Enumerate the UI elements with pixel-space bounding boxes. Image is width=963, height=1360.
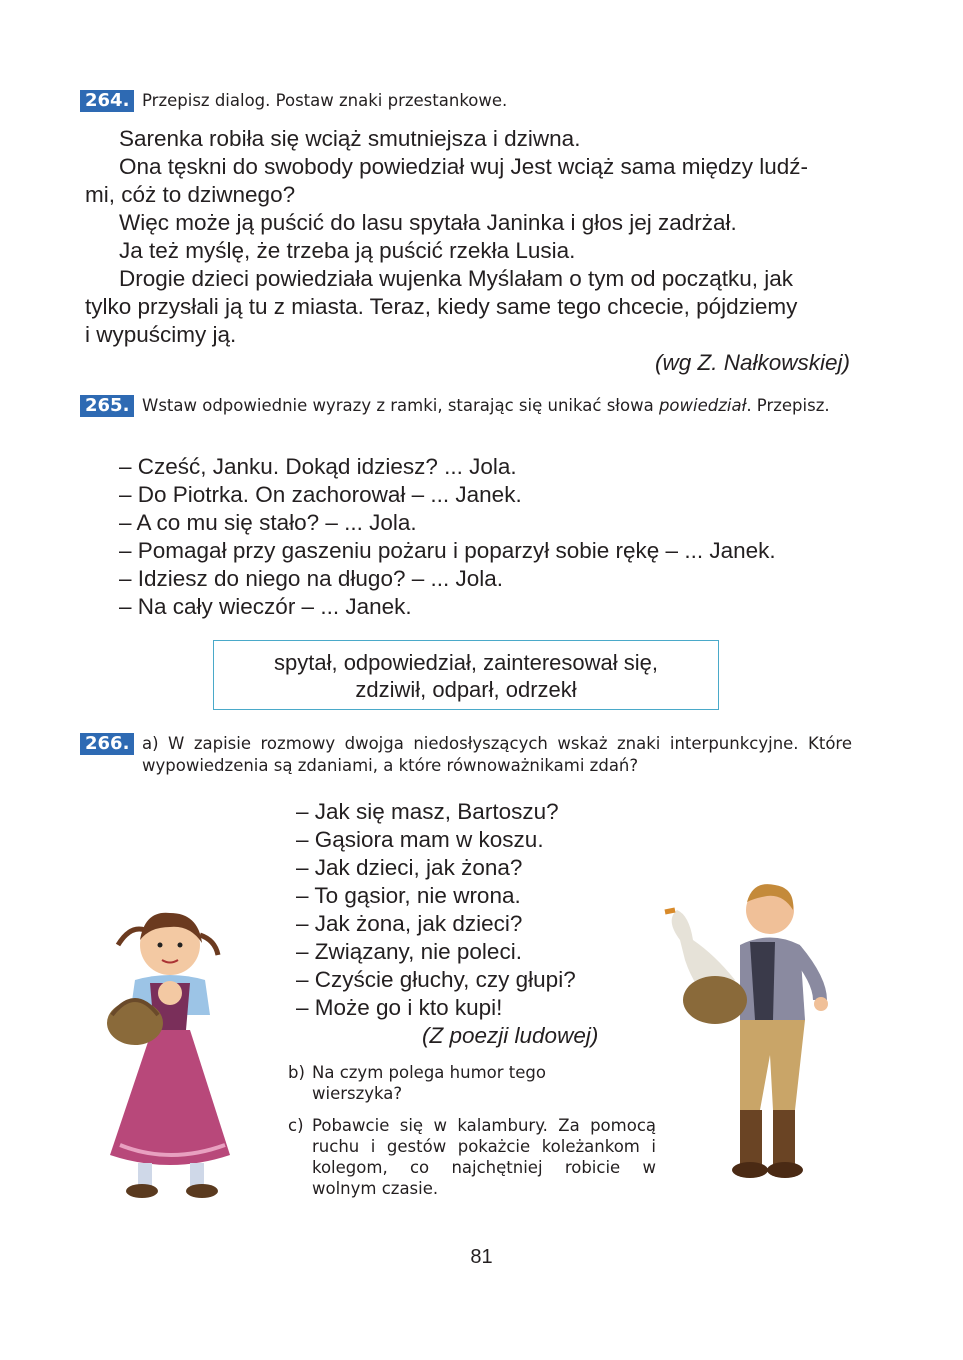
- man-illustration: [655, 880, 835, 1195]
- poem-line: – Jak się masz, Bartoszu?: [296, 799, 559, 824]
- task-c-label: c): [288, 1116, 304, 1135]
- dialog-line: – Na cały wieczór – ... Janek.: [119, 594, 412, 619]
- instruction-266a: a) W zapisie rozmowy dwojga niedosłyszących wskaż znaki interpunkcyjne. Które wypowiedzenia są zdaniami, a które równoważnikami zdań?: [142, 734, 852, 775]
- task-c-text: Pobawcie się w kalambury. Za pomocą ruchu i gestów pokażcie koleżankom i kolegom, co najchętniej robicie w wolnym czasie.: [312, 1116, 656, 1198]
- dialog-line: – A co mu się stało? – ... Jola.: [119, 510, 417, 535]
- poem-line: – Gąsiora mam w koszu.: [296, 827, 544, 852]
- text-line: tylko przysłali ją tu z miasta. Teraz, kiedy same tego chcecie, pójdziemy: [85, 294, 798, 319]
- instruction-265: [142, 395, 864, 417]
- text-line: Sarenka robiła się wciąż smutniejsza i dziwna.: [119, 126, 581, 151]
- task-b-text: Na czym polega humor tego wierszyka?: [312, 1063, 546, 1103]
- word-box: [213, 640, 719, 710]
- girl-illustration: [90, 905, 250, 1205]
- task-c: [288, 1115, 658, 1199]
- dialog-line: – Pomagał przy gaszeniu pożaru i poparzył sobie rękę – ... Janek.: [119, 538, 776, 563]
- poem-line: – Związany, nie poleci.: [296, 939, 522, 964]
- dialog-line: – Do Piotrka. On zachorował – ... Janek.: [119, 482, 522, 507]
- source-264: (wg Z. Nałkowskiej): [654, 350, 850, 375]
- instruction-265-part2: . Przepisz.: [746, 396, 830, 415]
- exercise-number-266: 266.: [80, 733, 134, 755]
- exercise-number-265: 265.: [80, 395, 134, 417]
- instruction-265-italic: powiedział: [658, 396, 747, 415]
- poem-line: – Może go i kto kupi!: [296, 995, 503, 1020]
- instruction-265-part1: Wstaw odpowiednie wyrazy z ramki, starając się unikać słowa: [142, 396, 659, 415]
- poem-line: – Jak żona, jak dzieci?: [296, 911, 523, 936]
- text-line: Drogie dzieci powiedziała wujenka Myślałam o tym od początku, jak: [119, 266, 794, 291]
- task-b-label: b): [288, 1063, 305, 1082]
- poem-line: – Czyście głuchy, czy głupi?: [296, 967, 576, 992]
- text-line: i wypuścimy ją.: [85, 322, 237, 347]
- instruction-264: Przepisz dialog. Postaw znaki przestankowe.: [142, 91, 508, 110]
- text-line: Ona tęskni do swobody powiedział wuj Jest wciąż sama między ludź-: [119, 154, 809, 179]
- word-box-line2: zdziwił, odparł, odrzekł: [355, 677, 577, 702]
- text-line: Ja też myślę, że trzeba ją puścić rzekła Lusia.: [119, 238, 576, 263]
- dialog-line: – Cześć, Janku. Dokąd idziesz? ... Jola.: [119, 454, 517, 479]
- poem-line: – To gąsior, nie wrona.: [296, 883, 521, 908]
- text-line: Więc może ją puścić do lasu spytała Janinka i głos jej zadrżał.: [119, 210, 737, 235]
- text-line: mi, cóż to dziwnego?: [85, 182, 296, 207]
- poem-source: (Z poezji ludowej): [422, 1023, 599, 1048]
- poem-line: – Jak dzieci, jak żona?: [296, 855, 523, 880]
- page-number: 81: [470, 1246, 493, 1268]
- exercise-number-264: 264.: [80, 90, 134, 112]
- word-box-line1: spytał, odpowiedział, zainteresował się,: [274, 650, 658, 675]
- dialog-line: – Idziesz do niego na długo? – ... Jola.: [119, 566, 504, 591]
- task-b: [288, 1062, 608, 1104]
